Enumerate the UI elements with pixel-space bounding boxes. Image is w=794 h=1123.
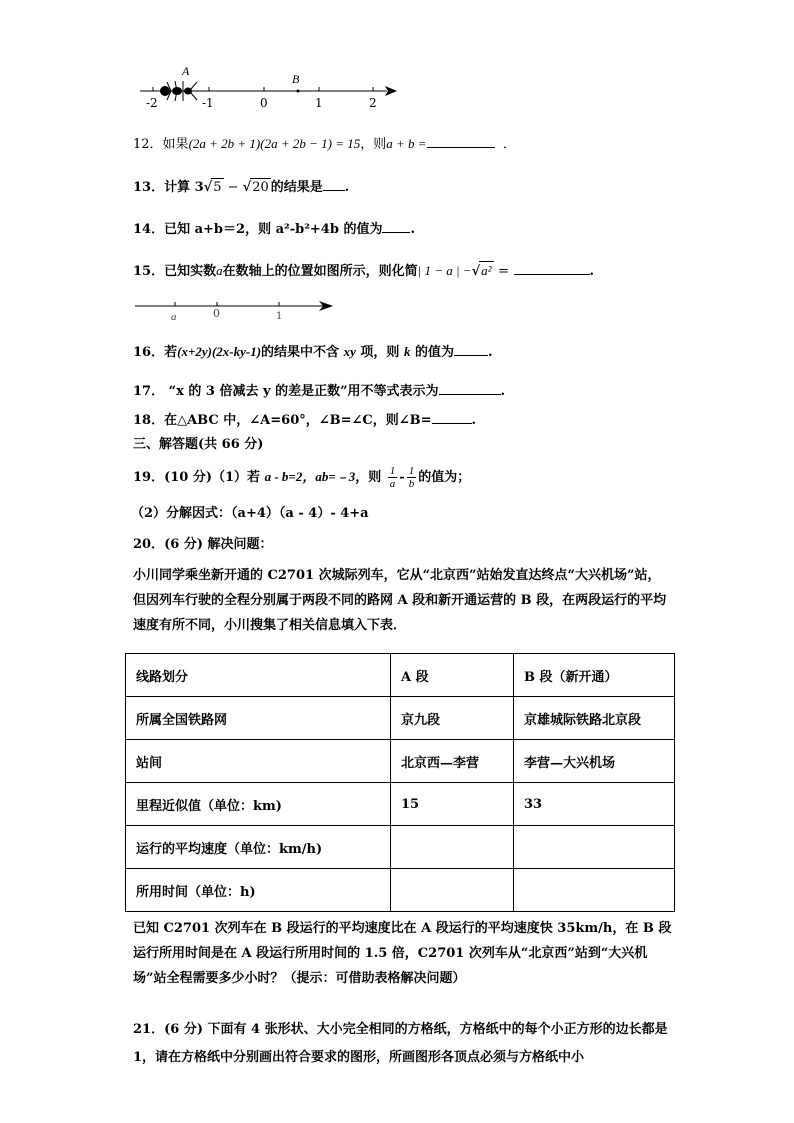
q18-text: 在△ABC 中，∠A=60°，∠B=∠C，则∠B= xyxy=(164,413,432,428)
question-15: 15．已知实数a在数轴上的位置如图所示，则化简| 1 − a | −√a² = . xyxy=(133,263,595,279)
question-16 xyxy=(133,343,493,362)
q13-number: 13． xyxy=(133,180,165,195)
q17-text: “x 的 3 倍减去 y 的差是正数”用不等式表示为 xyxy=(164,384,439,399)
q17-end: . xyxy=(500,384,506,399)
table-cell: A 段 xyxy=(391,654,514,697)
table-row xyxy=(126,783,675,826)
fraction-1-over-a: $\frac{1}{a}$ xyxy=(389,465,396,490)
q13-radicand-2: 20 xyxy=(252,180,269,195)
tick-label-1: 1 xyxy=(315,96,323,110)
q15-number: 15． xyxy=(133,264,165,279)
tick-label-2: 2 xyxy=(369,96,377,110)
q19-p1-mid: ，则 xyxy=(355,470,382,485)
q12-prefix: 如果 xyxy=(162,137,189,152)
q15-end: . xyxy=(589,264,595,279)
q13-suffix: 的结果是 xyxy=(270,180,323,195)
question-12 xyxy=(133,135,516,154)
q19-p1-prefix: (10 分)（1）若 xyxy=(164,470,261,485)
q18-number: 18． xyxy=(133,413,165,428)
q16-prefix: 若 xyxy=(164,345,178,360)
q14-end: . xyxy=(410,222,415,237)
q16-answer-blank[interactable] xyxy=(454,343,488,356)
q13-prefix: 计算 3 xyxy=(164,180,204,195)
table-row xyxy=(126,697,675,740)
ant-icon xyxy=(160,81,197,101)
question-21: 21．(6 分) 下面有 4 张形状、大小完全相同的方格纸，方格纸中的每个小正方形的边长都是 1，请在方格纸中分别画出符合要求的图形，所画图形各顶点必须与方格纸中小 xyxy=(133,1022,668,1065)
q12-number: 12． xyxy=(133,137,163,152)
table-row xyxy=(126,826,675,869)
question-18 xyxy=(133,411,476,430)
tick-label-neg1: -1 xyxy=(202,96,214,110)
q19-p1-suffix: 的值为； xyxy=(418,470,471,485)
table-cell: 所属全国铁路网 xyxy=(126,697,391,740)
point-b-label: B xyxy=(292,72,300,86)
q12-end: ． xyxy=(502,137,516,152)
q15-mid: 在数轴上的位置如图所示，则化简 xyxy=(222,264,418,279)
table-cell: 所用时间（单位：h) xyxy=(126,869,391,912)
table-cell-input[interactable] xyxy=(514,826,675,869)
table-cell: 站间 xyxy=(126,740,391,783)
nl2-label-1: 1 xyxy=(276,311,283,322)
q16-number: 16． xyxy=(133,345,165,360)
question-17 xyxy=(133,382,505,401)
q17-number: 17． xyxy=(133,384,165,399)
table-row xyxy=(126,740,675,783)
table-cell: 京雄城际铁路北京段 xyxy=(514,697,675,740)
fraction-1-over-b: $\frac{1}{b}$ xyxy=(408,465,415,490)
table-cell-input[interactable] xyxy=(391,826,514,869)
q13-end: . xyxy=(344,180,350,195)
q15-radicand: a² xyxy=(481,263,492,278)
q15-eq: = xyxy=(498,264,509,279)
q19-number: 19． xyxy=(133,470,165,485)
point-a-label: A xyxy=(182,64,190,78)
table-cell: 北京西—李营 xyxy=(391,740,514,783)
q15-expr: | 1 − a | − xyxy=(417,263,472,278)
q17-answer-blank[interactable] xyxy=(439,382,501,395)
q14-text: 已知 a+b＝2，则 a²-b²+4b 的值为 xyxy=(164,222,383,237)
q14-number: 14． xyxy=(133,222,165,237)
question-19-part1 xyxy=(133,464,470,491)
table-row xyxy=(126,869,675,912)
section-3-title: 三、解答题(共 66 分) xyxy=(133,437,264,452)
q19-frac-minus: - xyxy=(399,470,405,485)
table-row xyxy=(126,654,675,697)
q14-answer-blank[interactable] xyxy=(382,220,410,233)
q18-answer-blank[interactable] xyxy=(432,411,472,424)
question-20-after: 已知 C2701 次列车在 B 段运行的平均速度比在 A 段运行的平均速度快 35km/h，在 B 段运行所用时间是在 A 段运行所用时间的 1.5 倍，C2701 次列车从“北京西”站到“大兴机场”站全程需要多少小时？（提示：可借助表格解决问题） xyxy=(133,921,672,986)
q19-p1-expr: a - b=2，ab=﹣3 xyxy=(264,469,356,484)
table-cell: 15 xyxy=(391,783,514,826)
tick-label-neg2: -2 xyxy=(146,96,158,110)
nl2-label-0: 0 xyxy=(213,307,220,320)
q16-mid1: 的结果中不含 xyxy=(261,345,340,360)
question-20-head: 20．(6 分) 解决问题： xyxy=(133,537,273,552)
q16-k: k xyxy=(403,344,411,359)
question-14 xyxy=(133,220,415,239)
nl2-label-a: a xyxy=(171,311,177,323)
table-cell: 运行的平均速度（单位：km/h) xyxy=(126,826,391,869)
number-line-2 xyxy=(133,296,338,316)
q16-xy: xy xyxy=(343,344,356,359)
q15-prefix: 已知实数 xyxy=(164,264,217,279)
table-cell-input[interactable] xyxy=(391,869,514,912)
route-info-table xyxy=(125,653,675,912)
q16-end: . xyxy=(488,345,493,360)
q13-radicand-1: 5 xyxy=(213,180,222,195)
table-cell: 李营—大兴机场 xyxy=(514,740,675,783)
question-19-part2: （2）分解因式：（a+4）（a - 4）- 4+a xyxy=(131,506,369,521)
table-cell: 线路划分 xyxy=(126,654,391,697)
q16-mid2: 项，则 xyxy=(360,345,400,360)
q15-var: a xyxy=(216,263,223,278)
q12-answer-blank[interactable] xyxy=(427,135,495,148)
table-cell-input[interactable] xyxy=(514,869,675,912)
table-cell: B 段（新开通） xyxy=(514,654,675,697)
tick-label-0: 0 xyxy=(260,96,268,110)
question-13: 13．计算 3√5 − √20 的结果是 . xyxy=(133,180,350,195)
q13-minus: − xyxy=(223,180,243,195)
table-cell: 里程近似值（单位：km) xyxy=(126,783,391,826)
table-cell: 33 xyxy=(514,783,675,826)
q12-mid: ，则 xyxy=(360,137,387,152)
q16-suffix: 的值为 xyxy=(414,345,454,360)
q16-expr: (x+2y)(2x-ky-1) xyxy=(177,344,262,359)
question-20-intro: 小川同学乘坐新开通的 C2701 次城际列车，它从“北京西”站始发直达终点“大兴机场”站，但因列车行驶的全程分别属于两段不同的路网 A 段和新开通运营的 B 段，在两段运行的平均速度有所不同，小川搜集了相关信息填入下表． xyxy=(133,568,667,633)
q12-expr: (2a + 2b + 1)(2a + 2b − 1) = 15 xyxy=(188,136,361,151)
q13-answer-blank[interactable] xyxy=(323,178,345,191)
table-cell: 京九段 xyxy=(391,697,514,740)
q12-target: a + b = xyxy=(386,136,427,151)
q18-end: . xyxy=(471,413,477,428)
q15-answer-blank[interactable] xyxy=(514,262,590,275)
